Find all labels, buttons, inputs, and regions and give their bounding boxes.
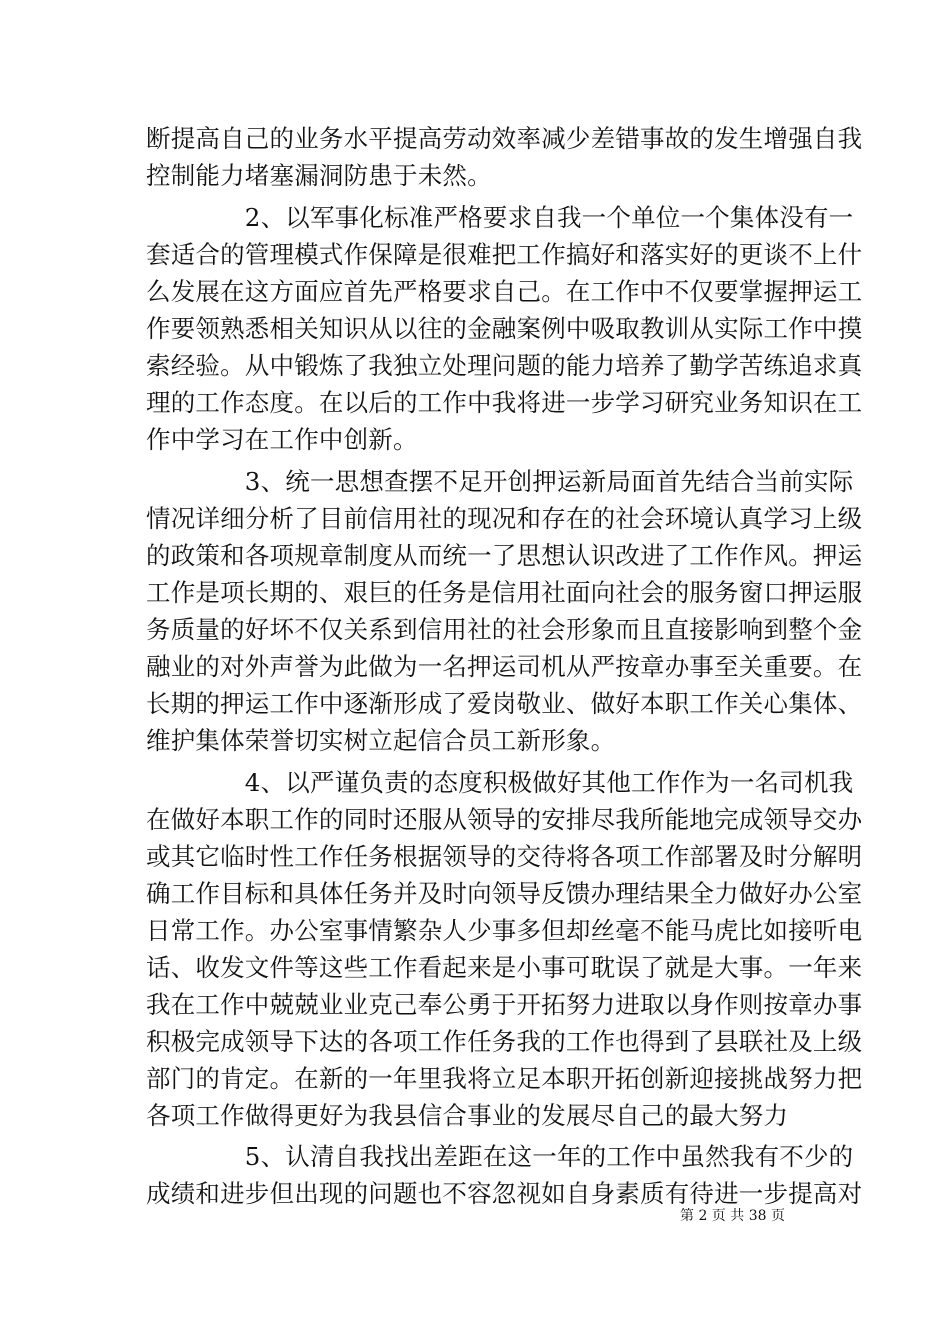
text-line: 维护集体荣誉切实树立起信合员工新形象。 — [146, 726, 616, 755]
text-line: 确工作目标和具体任务并及时向领导反馈办理结果全力做好办公室 — [146, 879, 863, 908]
text-line: 融业的对外声誉为此做为一名押运司机从严按章办事至关重要。在 — [146, 652, 863, 681]
text-line: 话、收发文件等这些工作看起来是小事可耽误了就是大事。一年来 — [146, 953, 863, 982]
text-line: 断提高自己的业务水平提高劳动效率减少差错事故的发生增强自我 — [146, 124, 863, 153]
text-line: 务质量的好坏不仅关系到信用社的社会形象而且直接影响到整个金 — [146, 615, 863, 644]
text-line: 4、以严谨负责的态度积极做好其他工作作为一名司机我 — [146, 768, 854, 797]
text-line: 5、认清自我找出差距在这一年的工作中虽然我有不少的 — [146, 1142, 854, 1171]
text-line: 3、统一思想查摆不足开创押运新局面首先结合当前实际 — [146, 467, 854, 496]
text-line: 工作是项长期的、艰巨的任务是信用社面向社会的服务窗口押运服 — [146, 578, 863, 607]
text-line: 控制能力堵塞漏洞防患于未然。 — [146, 161, 492, 190]
text-line: 我在工作中兢兢业业克己奉公勇于开拓努力进取以身作则按章办事 — [146, 990, 863, 1019]
text-line: 各项工作做得更好为我县信合事业的发展尽自己的最大努力 — [146, 1101, 789, 1130]
text-line: 或其它临时性工作任务根据领导的交待将各项工作部署及时分解明 — [146, 842, 863, 871]
text-line: 在做好本职工作的同时还服从领导的安排尽我所能地完成领导交办 — [146, 805, 863, 834]
text-line: 么发展在这方面应首先严格要求自己。在工作中不仅要掌握押运工 — [146, 277, 863, 306]
text-line: 情况详细分析了目前信用社的现况和存在的社会环境认真学习上级 — [146, 504, 863, 533]
text-line: 2、以军事化标准严格要求自我一个单位一个集体没有一 — [146, 203, 854, 232]
text-line: 作中学习在工作中创新。 — [146, 425, 418, 454]
page-number-footer: 第 2 页 共 38 页 — [680, 1208, 785, 1224]
text-line: 日常工作。办公室事情繁杂人少事多但却丝毫不能马虎比如接听电 — [146, 916, 863, 945]
text-line: 长期的押运工作中逐渐形成了爱岗敬业、做好本职工作关心集体、 — [146, 689, 863, 718]
text-line: 部门的肯定。在新的一年里我将立足本职开拓创新迎接挑战努力把 — [146, 1064, 863, 1093]
text-line: 的政策和各项规章制度从而统一了思想认识改进了工作作风。押运 — [146, 541, 863, 570]
text-line: 索经验。从中锻炼了我独立处理问题的能力培养了勤学苦练追求真 — [146, 351, 863, 380]
text-line: 作要领熟悉相关知识从以往的金融案例中吸取教训从实际工作中摸 — [146, 314, 863, 343]
text-line: 套适合的管理模式作保障是很难把工作搞好和落实好的更谈不上什 — [146, 240, 863, 269]
text-line: 理的工作态度。在以后的工作中我将进一步学习研究业务知识在工 — [146, 388, 863, 417]
text-line: 积极完成领导下达的各项工作任务我的工作也得到了县联社及上级 — [146, 1027, 863, 1056]
text-line: 成绩和进步但出现的问题也不容忽视如自身素质有待进一步提高对 — [146, 1179, 863, 1208]
